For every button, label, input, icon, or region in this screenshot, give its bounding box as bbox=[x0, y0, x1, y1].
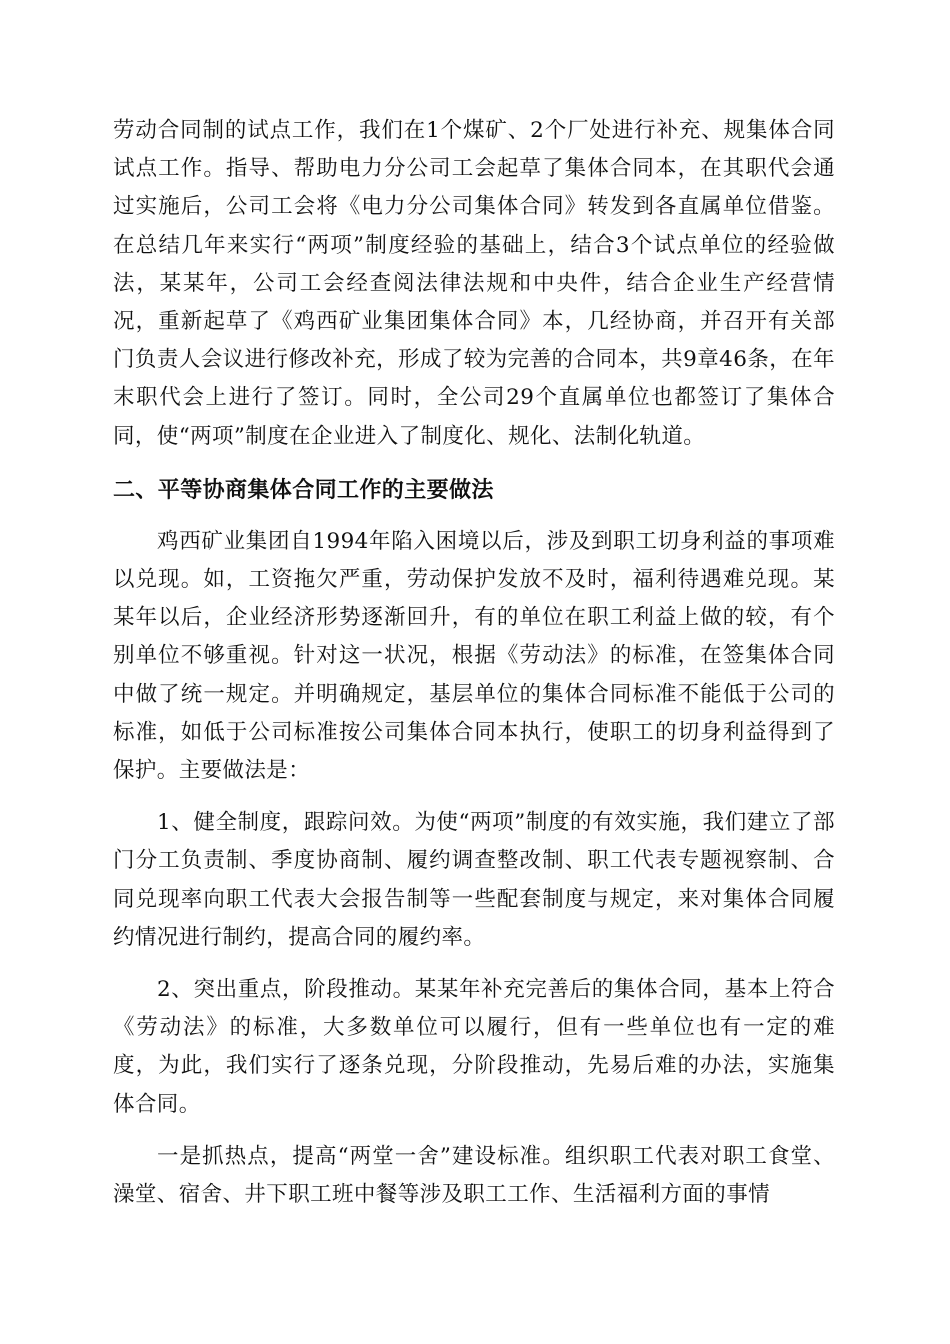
paragraph-background: 鸡西矿业集团自1994年陷入困境以后，涉及到职工切身利益的事项难以兑现。如，工资拖欠严重，劳动保护发放不及时，福利待遇难兑现。某某年以后，企业经济形势逐渐回升，有的单位在职工利益上做的较，有个别单位不够重视。针对这一状况，根据《劳动法》的标准，在签集体合同中做了统一规定。并明确规定，基层单位的集体合同标准不能低于公司的标准，如低于公司标准按公司集体合同本执行，使职工的切身利益得到了保护。主要做法是： bbox=[113, 528, 835, 784]
section-heading-main-practices: 二、平等协商集体合同工作的主要做法 bbox=[113, 477, 494, 503]
paragraph-pilot-work: 劳动合同制的试点工作，我们在1个煤矿、2个厂处进行补充、规集体合同试点工作。指导、帮助电力分公司工会起草了集体合同本，在其职代会通过实施后，公司工会将《电力分公司集体合同》转发到各直属单位借鉴。在总结几年来实行“两项”制度经验的基础上，结合3个试点单位的经验做法，某某年，公司工会经查阅法律法规和中央件，结合企业生产经营情况，重新起草了《鸡西矿业集团集体合同》本，几经协商，并召开有关部门负责人会议进行修改补充，形成了较为完善的合同本，共9章46条，在年末职代会上进行了签订。同时，全公司29个直属单位也都签订了集体合同，使“两项”制度在企业进入了制度化、规化、法制化轨道。 bbox=[113, 118, 835, 449]
document-body bbox=[113, 112, 835, 1214]
paragraph-item-2: 2、突出重点，阶段推动。某某年补充完善后的集体合同，基本上符合《劳动法》的标准，大多数单位可以履行，但有一些单位也有一定的难度，为此，我们实行了逐条兑现，分阶段推动，先易后难的办法，实施集体合同。 bbox=[113, 977, 835, 1117]
paragraph-item-hotspot: 一是抓热点，提高“两堂一舍”建设标准。组织职工代表对职工食堂、澡堂、宿舍、井下职工班中餐等涉及职工工作、生活福利方面的事情 bbox=[113, 1143, 835, 1208]
paragraph-item-1: 1、健全制度，跟踪问效。为使“两项”制度的有效实施，我们建立了部门分工负责制、季度协商制、履约调查整改制、职工代表专题视察制、合同兑现率向职工代表大会报告制等一些配套制度与规定，来对集体合同履约情况进行制约，提高合同的履约率。 bbox=[113, 810, 835, 950]
